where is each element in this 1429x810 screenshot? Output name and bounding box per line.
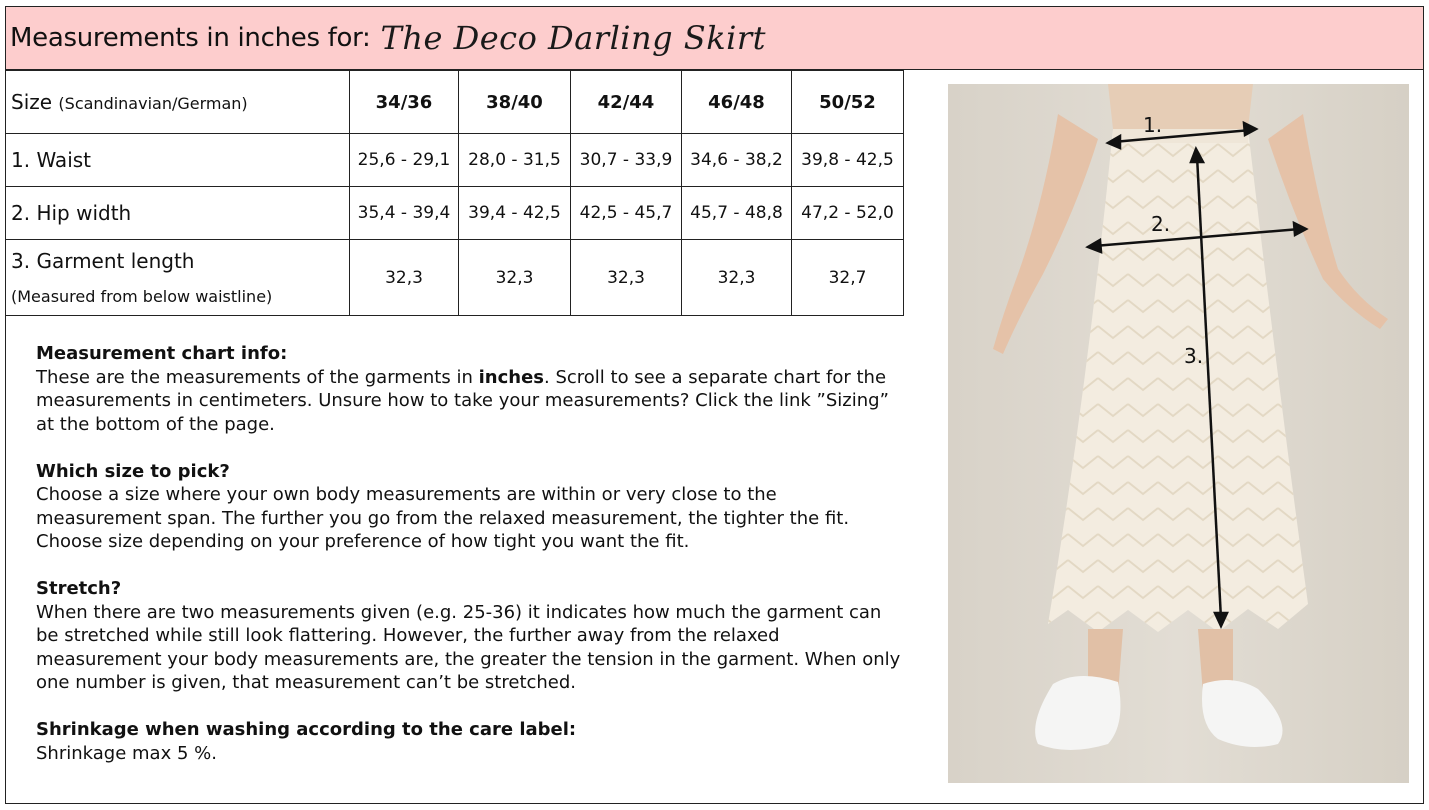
row-label: 3. Garment length <box>11 249 195 273</box>
size-label: Size <box>11 90 53 114</box>
table-cell: 32,7 <box>792 240 904 316</box>
size-column-header: 42/44 <box>571 71 682 134</box>
pick-size-title: Which size to pick? <box>36 460 230 482</box>
shrinkage-text: Shrinkage max 5 %. <box>36 742 217 764</box>
chart-info-title: Measurement chart info: <box>36 343 288 364</box>
table-cell: 47,2 - 52,0 <box>792 187 904 240</box>
chart-info-text-part: These are the measurements of the garments in <box>36 366 479 388</box>
table-cell: 32,3 <box>682 240 792 316</box>
table-cell: 30,7 - 33,9 <box>571 134 682 187</box>
chart-info-text-part: . Scroll to see a separate chart for the measurements in centimeters. Unsure how to take your measurements? Click the link ”Sizing” at the bottom of the page. <box>36 366 889 435</box>
table-cell: 35,4 - 39,4 <box>350 187 459 240</box>
table-cell: 28,0 - 31,5 <box>459 134 571 187</box>
stretch-text: When there are two measurements given (e.g. 25-36) it indicates how much the garment can be stretched while still look flattering. However, the further away from the relaxed measurement your body measurements are, the greater the tension in the garment. When only one number is given, that measurement can’t be stretched. <box>36 601 901 693</box>
measurement-info <box>36 342 906 765</box>
table-row-length <box>6 240 904 316</box>
chart-info-text <box>36 366 906 437</box>
shrinkage-title: Shrinkage when washing according to the care label: <box>36 719 577 740</box>
table-cell: 39,8 - 42,5 <box>792 134 904 187</box>
size-column-header: 50/52 <box>792 71 904 134</box>
marker-hip: 2. <box>1151 212 1171 236</box>
header-label: Measurements in inches for: <box>10 23 371 53</box>
stretch-title: Stretch? <box>36 578 122 599</box>
row-label-cell <box>6 240 350 316</box>
size-chart-table <box>5 70 904 316</box>
table-header-row <box>6 71 904 134</box>
row-label: 1. Waist <box>6 134 350 187</box>
product-name: The Deco Darling Skirt <box>380 19 766 57</box>
table-cell: 32,3 <box>350 240 459 316</box>
table-cell: 45,7 - 48,8 <box>682 187 792 240</box>
marker-length: 3. <box>1184 344 1204 368</box>
table-cell: 34,6 - 38,2 <box>682 134 792 187</box>
size-column-header: 46/48 <box>682 71 792 134</box>
chart-info-unit: inches <box>478 366 544 388</box>
table-cell: 39,4 - 42,5 <box>459 187 571 240</box>
table-row-waist <box>6 134 904 187</box>
row-label: 2. Hip width <box>6 187 350 240</box>
row-sublabel: (Measured from below waistline) <box>11 287 273 306</box>
marker-waist: 1. <box>1143 113 1163 137</box>
table-row-hip <box>6 187 904 240</box>
skirt-photo <box>948 84 1409 783</box>
size-column-header: 38/40 <box>459 71 571 134</box>
table-cell: 32,3 <box>571 240 682 316</box>
size-system-label: (Scandinavian/German) <box>58 94 248 113</box>
pick-size-text: Choose a size where your own body measurements are within or very close to the measurement span. The further you go from the relaxed measurement, the tighter the fit. Choose size depending on your preference of how tight you want the fit. <box>36 484 850 552</box>
size-column-header: 34/36 <box>350 71 459 134</box>
size-header-cell <box>6 71 350 134</box>
table-cell: 32,3 <box>459 240 571 316</box>
table-cell: 42,5 - 45,7 <box>571 187 682 240</box>
page-header <box>6 7 1423 70</box>
table-cell: 25,6 - 29,1 <box>350 134 459 187</box>
